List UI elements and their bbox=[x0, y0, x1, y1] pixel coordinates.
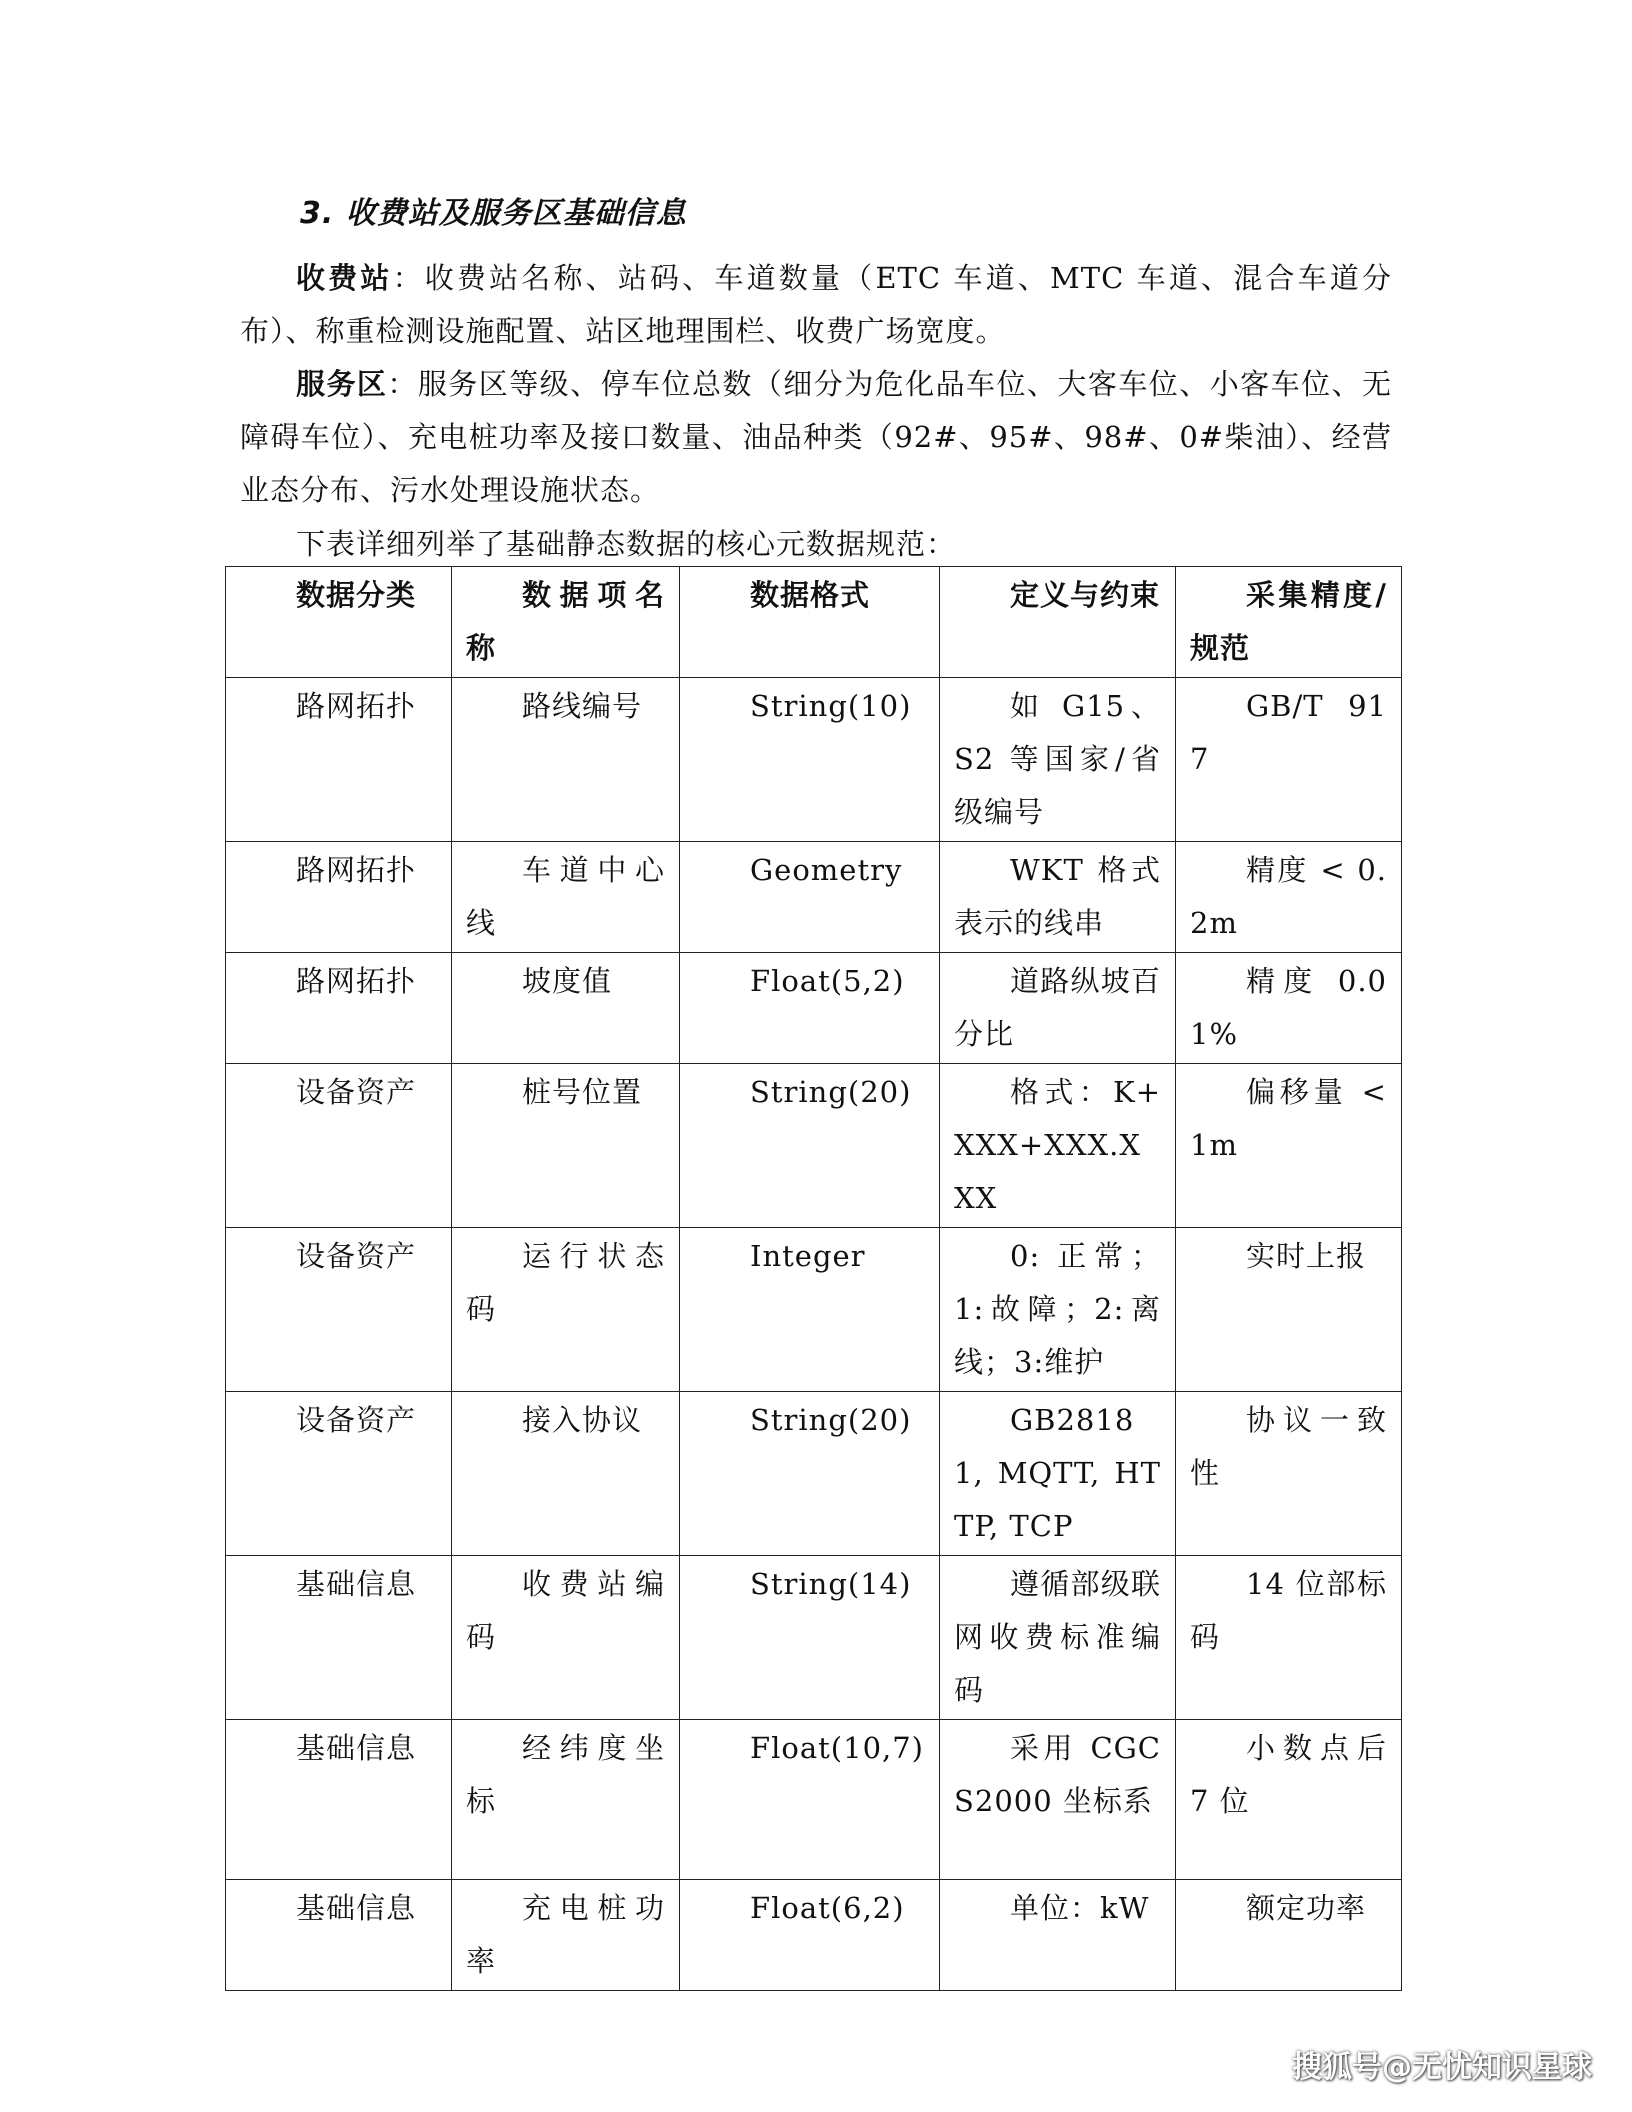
table-row bbox=[226, 842, 1402, 953]
table-header-row bbox=[226, 567, 1402, 678]
table-row bbox=[226, 953, 1402, 1064]
table-cell: String(20) bbox=[680, 1064, 940, 1228]
table-row bbox=[226, 1064, 1402, 1228]
table-row bbox=[226, 1720, 1402, 1880]
toll-station-text: ：收费站名称、站码、车道数量（ETC 车道、MTC 车道、混合车道分布）、称重检测设施配置、站区地理围栏、收费广场宽度。 bbox=[240, 261, 1392, 348]
table-cell: 0: 正常；1:故障；2:离线；3:维护 bbox=[940, 1228, 1176, 1392]
table-cell: Integer bbox=[680, 1228, 940, 1392]
header-cell: 定义与约束 bbox=[940, 567, 1176, 678]
watermark: 搜狐号@无忧知识星球 bbox=[1292, 2050, 1592, 2085]
header-cell: 数据项名称 bbox=[452, 567, 680, 678]
table-cell: 设备资产 bbox=[226, 1228, 452, 1392]
table-cell: 收费站编码 bbox=[452, 1556, 680, 1720]
table-cell: 路线编号 bbox=[452, 678, 680, 842]
table-cell: 实时上报 bbox=[1176, 1228, 1402, 1392]
table-cell: 额定功率 bbox=[1176, 1880, 1402, 1991]
table-cell: String(20) bbox=[680, 1392, 940, 1556]
table-cell: 设备资产 bbox=[226, 1064, 452, 1228]
table-cell: 单位：kW bbox=[940, 1880, 1176, 1991]
table-cell: 精度 0.01% bbox=[1176, 953, 1402, 1064]
table-cell: Geometry bbox=[680, 842, 940, 953]
table-row bbox=[226, 1228, 1402, 1392]
table-row bbox=[226, 678, 1402, 842]
table-cell: 道路纵坡百分比 bbox=[940, 953, 1176, 1064]
header-cell: 数据格式 bbox=[680, 567, 940, 678]
service-area-paragraph bbox=[240, 358, 1392, 517]
table-row bbox=[226, 1880, 1402, 1991]
service-area-text: ：服务区等级、停车位总数（细分为危化品车位、大客车位、小客车位、无障碍车位）、充电桩功率及接口数量、油品种类（92#、95#、98#、0#柴油）、经营业态分布、污水处理设施状态。 bbox=[240, 367, 1392, 507]
table-cell: 设备资产 bbox=[226, 1392, 452, 1556]
table-cell: 路网拓扑 bbox=[226, 678, 452, 842]
table-cell: Float(10,7) bbox=[680, 1720, 940, 1880]
table-cell: 采用 CGCS2000 坐标系 bbox=[940, 1720, 1176, 1880]
table-cell: Float(6,2) bbox=[680, 1880, 940, 1991]
table-cell: 偏移量 < 1m bbox=[1176, 1064, 1402, 1228]
table-cell: 格式：K+XXX+XXX.XXX bbox=[940, 1064, 1176, 1228]
table-cell: 经纬度坐标 bbox=[452, 1720, 680, 1880]
table-cell: 运行状态码 bbox=[452, 1228, 680, 1392]
table-cell: 基础信息 bbox=[226, 1880, 452, 1991]
table-cell: 车道中心线 bbox=[452, 842, 680, 953]
table-cell: WKT 格式表示的线串 bbox=[940, 842, 1176, 953]
toll-station-label: 收费站 bbox=[296, 261, 393, 295]
table-row bbox=[226, 1392, 1402, 1556]
table-cell: 基础信息 bbox=[226, 1556, 452, 1720]
metadata-spec-table bbox=[225, 566, 1402, 1991]
table-cell: String(10) bbox=[680, 678, 940, 842]
section-title: 3. 收费站及服务区基础信息 bbox=[300, 196, 687, 231]
header-cell: 采集精度/规范 bbox=[1176, 567, 1402, 678]
service-area-label: 服务区 bbox=[296, 367, 388, 401]
table-cell: 路网拓扑 bbox=[226, 842, 452, 953]
table-cell: 桩号位置 bbox=[452, 1064, 680, 1228]
table-intro: 下表详细列举了基础静态数据的核心元数据规范： bbox=[296, 527, 957, 561]
table-cell: 路网拓扑 bbox=[226, 953, 452, 1064]
toll-station-paragraph bbox=[240, 252, 1392, 358]
table-cell: 小数点后 7 位 bbox=[1176, 1720, 1402, 1880]
table-cell: 如 G15、S2 等国家/省级编号 bbox=[940, 678, 1176, 842]
table-cell: 基础信息 bbox=[226, 1720, 452, 1880]
table-cell: 精度 < 0.2m bbox=[1176, 842, 1402, 953]
table-cell: 充电桩功率 bbox=[452, 1880, 680, 1991]
table-cell: 遵循部级联网收费标准编码 bbox=[940, 1556, 1176, 1720]
table-cell: 14 位部标码 bbox=[1176, 1556, 1402, 1720]
header-cell: 数据分类 bbox=[226, 567, 452, 678]
table-row bbox=[226, 1556, 1402, 1720]
table-cell: 坡度值 bbox=[452, 953, 680, 1064]
table-cell: GB/T 917 bbox=[1176, 678, 1402, 842]
table-cell: 接入协议 bbox=[452, 1392, 680, 1556]
table-cell: Float(5,2) bbox=[680, 953, 940, 1064]
table-cell: String(14) bbox=[680, 1556, 940, 1720]
table-cell: GB28181, MQTT, HTTP, TCP bbox=[940, 1392, 1176, 1556]
table-cell: 协议一致性 bbox=[1176, 1392, 1402, 1556]
